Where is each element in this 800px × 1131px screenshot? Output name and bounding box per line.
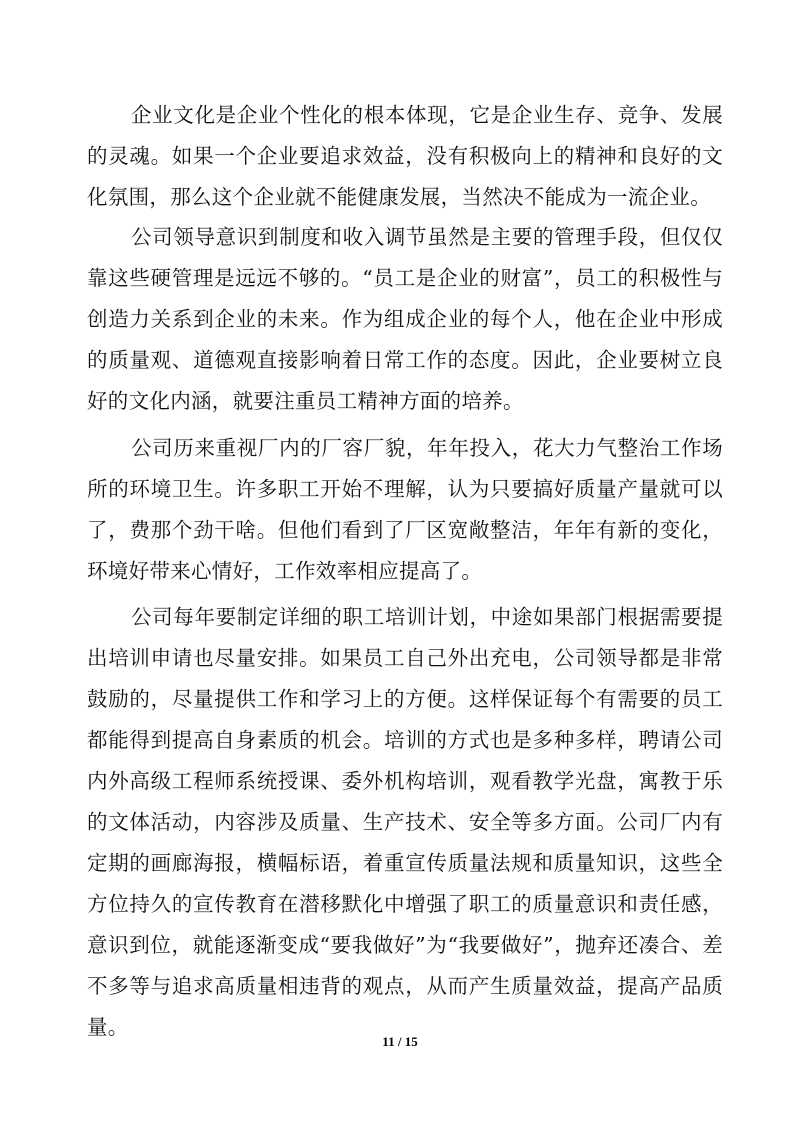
page-number: 11 / 15: [382, 1034, 418, 1049]
body-paragraph-2: 公司领导意识到制度和收入调节虽然是主要的管理手段，但仅仅靠这些硬管理是远远不够的。“员工是企业的财富”，员工的积极性与创造力关系到企业的未来。作为组成企业的每个人，他在企业中形成的质量观、道德观直接影响着日常工作的态度。因此，企业要树立良好的文化内涵，就要注重员工精神方面的培养。: [87, 225, 723, 413]
body-paragraph-4: 公司每年要制定详细的职工培训计划，中途如果部门根据需要提出培训申请也尽量安排。如果员工自己外出充电，公司领导都是非常鼓励的，尽量提供工作和学习上的方便。这样保证每个有需要的员工都能得到提高自身素质的机会。培训的方式也是多种多样，聘请公司内外高级工程师系统授课、委外机构培训，观看教学光盘，寓教于乐的文体活动，内容涉及质量、生产技术、安全等多方面。公司厂内有定期的画廊海报，横幅标语，着重宣传质量法规和质量知识，这些全方位持久的宣传教育在潜移默化中增强了职工的质量意识和责任感，意识到位，就能逐渐变成“要我做好”为“我要做好”，抛弃还凑合、差不多等与追求高质量相违背的观点，从而产生质量效益，提高产品质量。: [87, 605, 723, 1039]
body-paragraph-3: 公司历来重视厂内的厂容厂貌，年年投入，花大力气整治工作场所的环境卫生。许多职工开始不理解，认为只要搞好质量产量就可以了，费那个劲干啥。但他们看到了厂区宽敞整洁，年年有新的变化，环境好带来心情好，工作效率相应提高了。: [87, 436, 723, 583]
body-paragraph-1: 企业文化是企业个性化的根本体现，它是企业生存、竞争、发展的灵魂。如果一个企业要追求效益，没有积极向上的精神和良好的文化氛围，那么这个企业就不能健康发展，当然决不能成为一流企业。: [87, 103, 723, 209]
